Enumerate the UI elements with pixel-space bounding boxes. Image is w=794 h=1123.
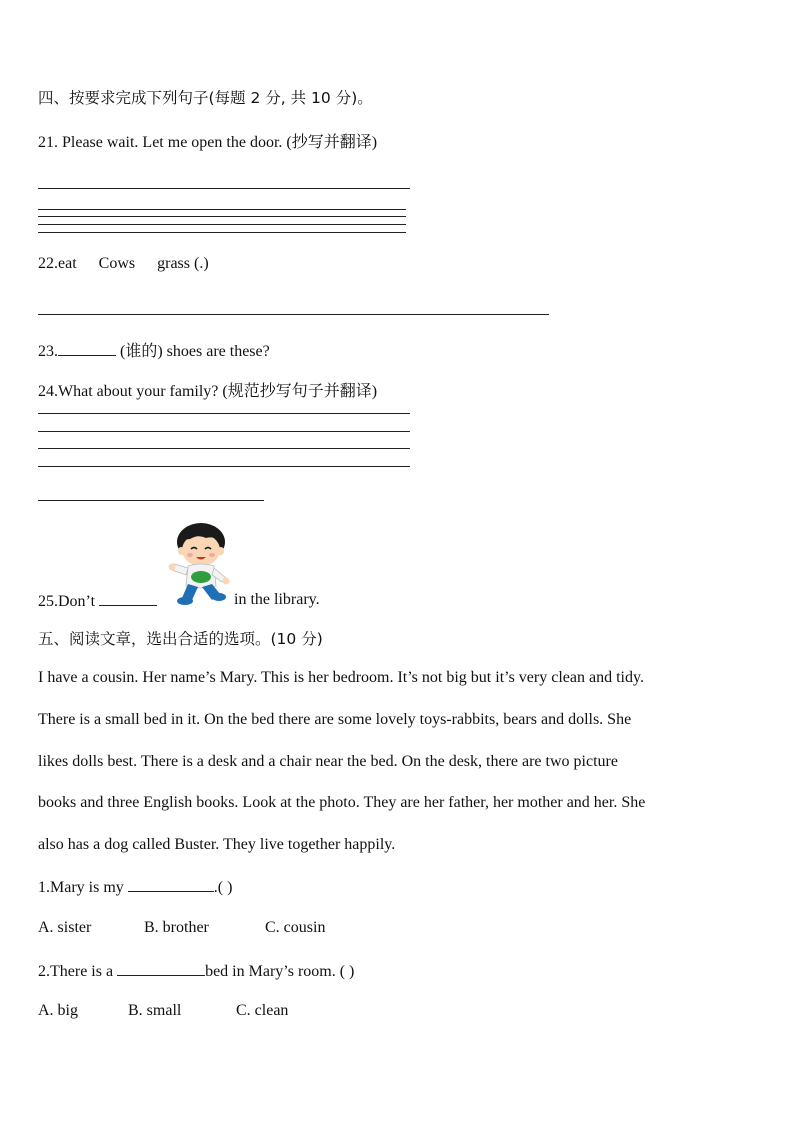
- answer-line[interactable]: [38, 232, 406, 233]
- word-3: grass (.): [157, 255, 209, 272]
- option-b[interactable]: B. brother: [144, 919, 209, 936]
- answer-line[interactable]: [38, 466, 410, 467]
- question-text: (谁的) shoes are these?: [116, 343, 270, 360]
- answer-line[interactable]: [38, 216, 406, 217]
- answer-line[interactable]: [38, 224, 406, 225]
- option-a[interactable]: A. sister: [38, 919, 92, 936]
- answer-line[interactable]: [38, 431, 410, 432]
- option-b[interactable]: B. small: [128, 1002, 182, 1019]
- passage-line: books and three English books. Look at the photo. They are her father, her mother and her. She: [38, 794, 646, 811]
- answer-line[interactable]: [38, 314, 549, 315]
- question-text: 2.There is a: [38, 963, 118, 980]
- passage-line: likes dolls best. There is a desk and a chair near the bed. On the desk, there are two picture: [38, 753, 618, 770]
- section-4-heading: 四、按要求完成下列句子(每题 2 分, 共 10 分)。: [38, 89, 373, 107]
- passage-line: There is a small bed in it. On the bed there are some lovely toys-rabbits, bears and dolls. She: [38, 711, 632, 728]
- section-5-heading: 五、阅读文章，选出合适的选项。(10 分): [38, 630, 323, 648]
- reading-question-2: [38, 961, 354, 981]
- question-number: 22.: [38, 255, 58, 272]
- question-22: [38, 255, 209, 273]
- question-25: [38, 591, 157, 611]
- answer-line[interactable]: [38, 188, 410, 189]
- option-c[interactable]: C. clean: [236, 1002, 289, 1019]
- question-prefix: 25.Don’t: [38, 593, 96, 610]
- question-text: 1.Mary is my: [38, 879, 128, 896]
- fill-blank[interactable]: [58, 341, 116, 356]
- question-text-tail: bed in Mary’s room. ( ): [205, 963, 355, 980]
- answer-line[interactable]: [38, 448, 410, 449]
- question-21: 21. Please wait. Let me open the door. (抄写并翻译): [38, 134, 378, 151]
- question-text-tail: .( ): [213, 879, 233, 896]
- question-23: [38, 338, 270, 361]
- question-number: 23.: [38, 343, 58, 360]
- reading-question-1: [38, 877, 232, 897]
- fill-blank[interactable]: [117, 961, 205, 976]
- word-1: eat: [58, 255, 77, 272]
- answer-line[interactable]: [38, 413, 410, 414]
- fill-blank[interactable]: [99, 591, 157, 606]
- option-a[interactable]: A. big: [38, 1002, 78, 1019]
- word-2: Cows: [98, 255, 136, 272]
- option-c[interactable]: C. cousin: [265, 919, 326, 936]
- answer-line[interactable]: [38, 500, 264, 501]
- question-24: 24.What about your family? (规范抄写句子并翻译): [38, 383, 378, 400]
- question-25-tail: in the library.: [234, 591, 320, 608]
- answer-line[interactable]: [38, 209, 406, 210]
- passage-line: I have a cousin. Her name’s Mary. This is her bedroom. It’s not big but it’s very clean and tidy.: [38, 669, 644, 686]
- fill-blank[interactable]: [128, 877, 214, 892]
- passage-line: also has a dog called Buster. They live together happily.: [38, 836, 396, 853]
- running-boy-icon: [168, 520, 234, 610]
